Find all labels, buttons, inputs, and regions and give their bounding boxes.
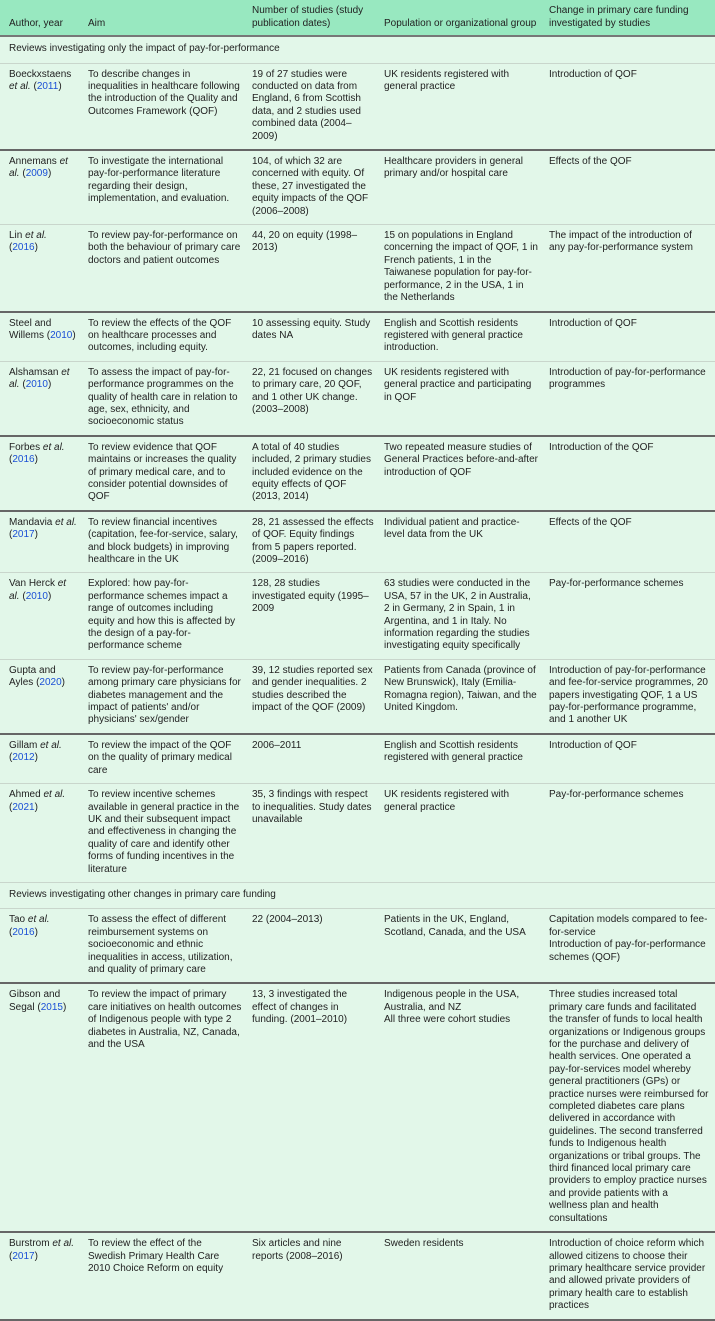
table-row: [0, 983, 715, 1232]
year-link[interactable]: ( 2009 ): [22, 168, 51, 179]
studies-cell: 22, 21 focused on changes to primary care, 20 QOF, and 1 other UK change. (2003–2008): [248, 361, 380, 436]
table-row: [0, 312, 715, 362]
author-name: Gillam: [9, 739, 38, 751]
table-row: [0, 150, 715, 225]
et-al: et al.: [9, 81, 31, 92]
section-row: [0, 36, 715, 63]
year-link[interactable]: ( 2010 ): [22, 379, 51, 390]
author-cell: [0, 511, 84, 573]
funding-change-cell: Pay-for-performance schemes: [545, 784, 715, 883]
et-al: et al.: [27, 914, 50, 926]
author-cell: [0, 784, 84, 883]
year-link[interactable]: ( 2012 ): [9, 752, 38, 763]
aim-cell: To review pay-for-performance on both the behaviour of primary care doctors and patient outcomes: [84, 225, 248, 312]
aim-cell: To assess the effect of different reimbursement systems on socioeconomic and ethnic inequalities in access, utilization, and quality of primary care: [84, 909, 248, 984]
population-cell: Patients from Canada (province of New Brunswick), Italy (Emilia-Romagna region), Taiwan, and the United Kingdom.: [380, 659, 545, 734]
year-link[interactable]: ( 2017 ): [9, 1251, 38, 1262]
funding-change-cell: Introduction of QOF: [545, 63, 715, 150]
author-cell: [0, 734, 84, 784]
author-name: Gupta and Ayles: [9, 664, 56, 689]
funding-change-cell: Introduction of choice reform which allowed citizens to choose their primary healthcare service provider and allowed private providers of primary health care to establish practices: [545, 1232, 715, 1319]
author-name: Lin: [9, 230, 23, 242]
et-al: et al.: [42, 441, 65, 453]
studies-cell: 44, 20 on equity (1998–2013): [248, 225, 380, 312]
author-name: Mandavia: [9, 516, 53, 528]
aim-cell: To review the impact of primary care initiatives on health outcomes of Indigenous people with type 2 diabetes in Australia, NZ, Canada, and the USA: [84, 983, 248, 1232]
population-cell: Sweden residents: [380, 1232, 545, 1319]
population-cell: Two repeated measure studies of General Practices before-and-after introduction of QOF: [380, 436, 545, 511]
author-cell: [0, 983, 84, 1232]
year-link[interactable]: ( 2016 ): [9, 242, 38, 253]
studies-cell: 2006–2011: [248, 734, 380, 784]
author-name: Steel and Willems: [9, 317, 52, 341]
population-cell: English and Scottish residents registered with general practice: [380, 734, 545, 784]
author-name: Tao: [9, 914, 26, 926]
aim-cell: To review financial incentives (capitation, fee-for-service, salary, and block budgets) in improving healthcare in the UK: [84, 511, 248, 573]
author-cell: [0, 909, 84, 984]
author-cell: [0, 312, 84, 362]
funding-change-cell: Three studies increased total primary care funds and facilitated the transfer of funds to local health organizations or Indigenous groups for the purchase and delivery of health services. One operated a pay-for-services model whereby general practitioners (GPs) or practice nurses were reimbursed for completed diabetes care plans delivered in accordance with guidelines. The second transferred funds to Indigenous health organizations or tribal groups. The third financed local primary care providers to employ practice nurses and provide patients with a wellness plan and health consultations: [545, 983, 715, 1232]
funding-change-cell: Introduction of the QOF: [545, 436, 715, 511]
funding-change-cell: Introduction of QOF: [545, 312, 715, 362]
studies-cell: A total of 40 studies included, 2 primary studies included evidence on the equity effects of QOF (2013, 2014): [248, 436, 380, 511]
header-row: [0, 0, 715, 36]
year-link[interactable]: ( 2010 ): [22, 591, 51, 602]
et-al: et al.: [25, 230, 47, 242]
et-al: et al.: [52, 1238, 75, 1250]
aim-cell: To review the impact of the QOF on the quality of primary medical care: [84, 734, 248, 784]
population-cell-line: Indigenous people in the USA, Australia, and NZ: [384, 989, 520, 1013]
funding-change-cell: Effects of the QOF: [545, 511, 715, 573]
studies-cell: 19 of 27 studies were conducted on data from England, 6 from Scottish data, and 2 studies used combined data (2004–2009): [248, 63, 380, 150]
year-link[interactable]: ( 2015 ): [37, 1002, 66, 1013]
year-link[interactable]: ( 2016 ): [9, 927, 38, 938]
table-body: [0, 36, 715, 1319]
funding-change-cell: Effects of the QOF: [545, 150, 715, 225]
aim-cell: To review evidence that QOF maintains or increases the quality of primary medical care, and to consider potential downsides of QOF: [84, 436, 248, 511]
population-cell: 15 on populations in England concerning the impact of QOF, 1 in French patients, 1 in the Taiwanese population for pay-for-performance, 2 in the USA, 1 in the Netherlands: [380, 225, 545, 312]
aim-cell: To review incentive schemes available in general practice in the UK and their subsequent impact and effectiveness in changing the quality of care and identify other forms of funding incentives in the literature: [84, 784, 248, 883]
author-name: Alshamsan: [9, 366, 59, 378]
section-title: Reviews investigating other changes in primary care funding: [0, 882, 715, 908]
table-row: [0, 511, 715, 573]
aim-cell: To review the effect of the Swedish Primary Health Care 2010 Choice Reform on equity: [84, 1232, 248, 1319]
population-cell-line: All three were cohort studies: [384, 1014, 511, 1026]
et-al: et al.: [9, 578, 67, 602]
table-row: [0, 909, 715, 984]
author-cell: [0, 436, 84, 511]
year-link[interactable]: ( 2021 ): [9, 802, 38, 813]
year-link[interactable]: ( 2010 ): [47, 330, 76, 341]
header-population: Population or organizational group: [380, 0, 545, 36]
section-row: [0, 882, 715, 908]
header-funding-change: Change in primary care funding investigated by studies: [545, 0, 715, 36]
population-cell: Healthcare providers in general primary and/or hospital care: [380, 150, 545, 225]
table-row: [0, 436, 715, 511]
population-cell: [380, 983, 545, 1232]
author-name: Forbes: [9, 441, 41, 453]
aim-cell: To describe changes in inequalities in healthcare following the introduction of the Quality and Outcomes Framework (QOF): [84, 63, 248, 150]
studies-cell: 104, of which 32 are concerned with equity. Of these, 27 investigated the equity impacts of the QOF (2006–2008): [248, 150, 380, 225]
studies-cell: 128, 28 studies investigated equity (1995–2009: [248, 573, 380, 659]
header-number-of-studies: Number of studies (study publication dates): [248, 0, 380, 36]
table-row: [0, 63, 715, 150]
author-name: Burstrom: [9, 1238, 50, 1250]
author-cell: [0, 225, 84, 312]
et-al: et al.: [43, 789, 66, 801]
author-name: Ahmed: [9, 789, 41, 801]
table-row: [0, 361, 715, 436]
author-name: Annemans: [9, 156, 57, 168]
population-cell: English and Scottish residents registered with general practice introduction.: [380, 312, 545, 362]
author-name: Van Herck: [9, 578, 55, 590]
aim-cell: To investigate the international pay-for-performance literature regarding their design, implementation, and evaluation.: [84, 150, 248, 225]
funding-change-cell-line: Capitation models compared to fee-for-service: [549, 914, 708, 938]
author-cell: [0, 1232, 84, 1319]
population-cell: Individual patient and practice-level data from the UK: [380, 511, 545, 573]
table-row: [0, 734, 715, 784]
funding-change-cell: [545, 909, 715, 984]
year-link[interactable]: ( 2016 ): [9, 454, 38, 465]
studies-cell: 35, 3 findings with respect to inequalities. Study dates unavailable: [248, 784, 380, 883]
studies-cell: 13, 3 investigated the effect of changes in funding. (2001–2010): [248, 983, 380, 1232]
studies-cell: 28, 21 assessed the effects of QOF. Equity findings from 5 papers reported. (2009–2016): [248, 511, 380, 573]
author-cell: [0, 63, 84, 150]
section-title: Reviews investigating only the impact of pay-for-performance: [0, 36, 715, 63]
et-al: et al.: [9, 156, 68, 180]
aim-cell: Explored: how pay-for-performance schemes impact a range of outcomes including equity and how this is affected by the design of a pay-for-performance scheme: [84, 573, 248, 659]
funding-change-cell: Introduction of QOF: [545, 734, 715, 784]
funding-change-cell: The impact of the introduction of any pay-for-performance system: [545, 225, 715, 312]
et-al: et al.: [55, 516, 77, 528]
author-name: Gibson and Segal: [9, 989, 61, 1013]
table-row: [0, 659, 715, 734]
year-link[interactable]: ( 2017 ): [9, 529, 38, 540]
author-cell: [0, 150, 84, 225]
population-cell: Patients in the UK, England, Scotland, Canada, and the USA: [380, 909, 545, 984]
author-name: Boeckxstaens: [9, 68, 72, 80]
year-link[interactable]: ( 2020 ): [36, 677, 65, 688]
studies-cell: Six articles and nine reports (2008–2016): [248, 1232, 380, 1319]
table-row: [0, 1232, 715, 1319]
funding-change-cell: Introduction of pay-for-performance and fee-for-service programmes, 20 papers investigating QOF, 1 a US pay-for-performance programme, and 1 another UK: [545, 659, 715, 734]
aim-cell: To review pay-for-performance among primary care physicians for diabetes management and the impact of patients' and/or physicians' sex/gender: [84, 659, 248, 734]
funding-change-cell: Introduction of pay-for-performance programmes: [545, 361, 715, 436]
population-cell: UK residents registered with general practice: [380, 784, 545, 883]
aim-cell: To review the effects of the QOF on healthcare processes and outcomes, including equity.: [84, 312, 248, 362]
studies-cell: 10 assessing equity. Study dates NA: [248, 312, 380, 362]
table-row: [0, 784, 715, 883]
et-al: et al.: [9, 366, 70, 391]
funding-change-cell-line: Introduction of pay-for-performance schemes (QOF): [549, 939, 706, 963]
studies-cell: 39, 12 studies reported sex and gender inequalities. 2 studies described the impact of the QOF (2009): [248, 659, 380, 734]
author-cell: [0, 361, 84, 436]
author-cell: [0, 573, 84, 659]
header-author: Author, year: [0, 0, 84, 36]
table-row: [0, 225, 715, 312]
author-cell: [0, 659, 84, 734]
header-aim: Aim: [84, 0, 248, 36]
year-link[interactable]: ( 2011 ): [33, 81, 61, 92]
table-row: [0, 573, 715, 659]
population-cell: 63 studies were conducted in the USA, 57 in the UK, 2 in Australia, 2 in Germany, 2 in Spain, 1 in Argentina, and 1 in Italy. No information regarding the studies investigating equity specifically: [380, 573, 545, 659]
studies-cell: 22 (2004–2013): [248, 909, 380, 984]
aim-cell: To assess the impact of pay-for-performance programmes on the quality of health care in relation to age, sex, ethnicity, and socioeconomic status: [84, 361, 248, 436]
et-al: et al.: [40, 739, 62, 751]
population-cell: UK residents registered with general practice: [380, 63, 545, 150]
funding-change-cell: Pay-for-performance schemes: [545, 573, 715, 659]
population-cell: UK residents registered with general practice and participating in QOF: [380, 361, 545, 436]
